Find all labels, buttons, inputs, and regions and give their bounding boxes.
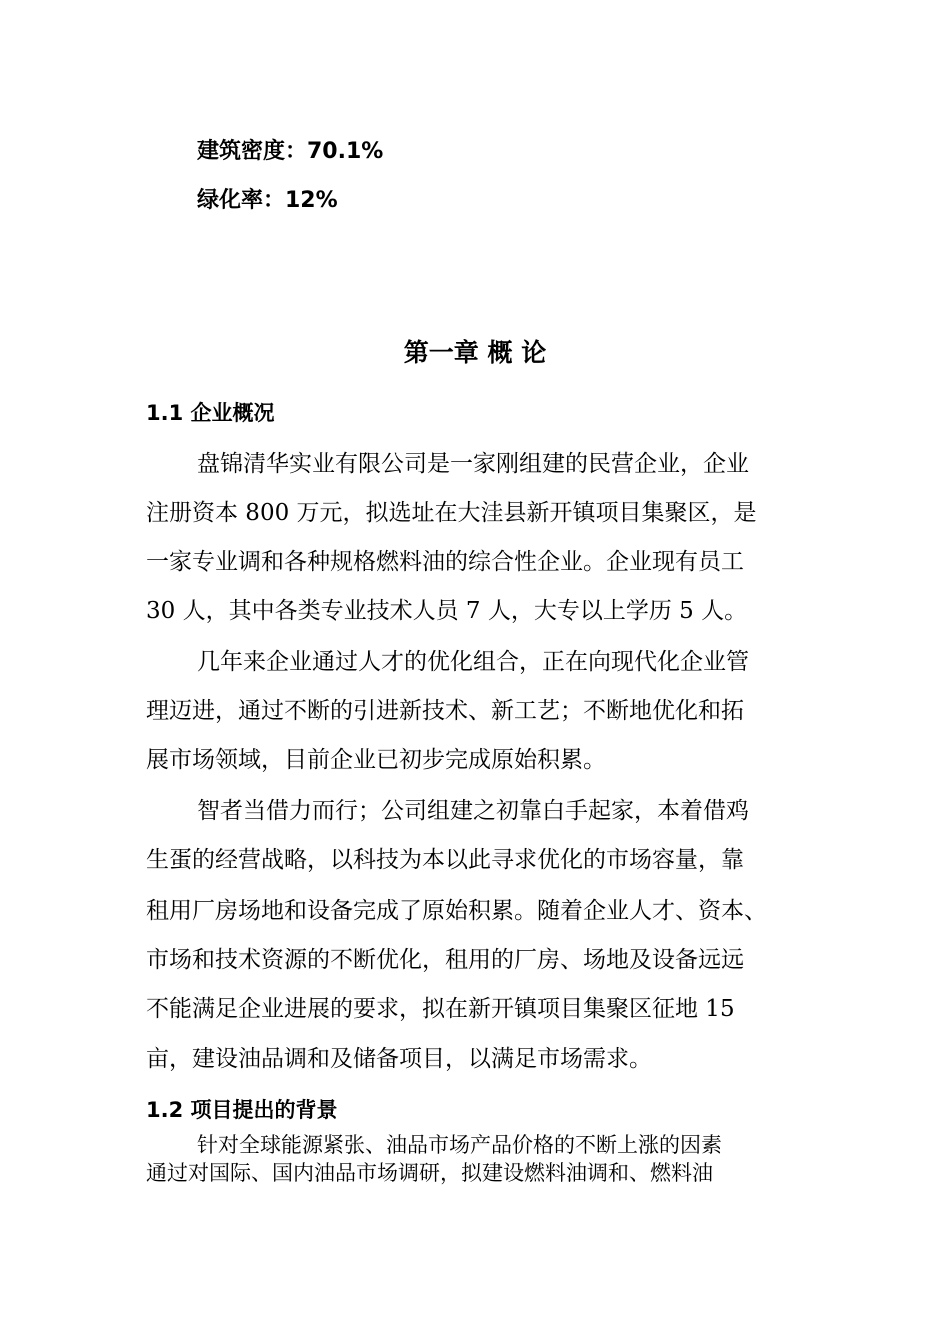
paragraph-line: 30 人，其中各类专业技术人员 7 人，大专以上学历 5 人。 [146,598,748,624]
paragraph-line: 市场和技术资源的不断优化，租用的厂房、场地及设备远远 [146,947,744,973]
paragraph-line: 不能满足企业进展的要求，拟在新开镇项目集聚区征地 15 [146,996,735,1022]
section-heading-1-2: 1.2 项目提出的背景 [146,1098,338,1122]
paragraph-line: 租用厂房场地和设备完成了原始积累。随着企业人才、资本、 [146,898,767,924]
paragraph-line: 理迈进，通过不断的引进新技术、新工艺；不断地优化和拓 [146,698,744,724]
building-density-stat: 建筑密度：70.1% [197,139,384,164]
section-heading-1-1: 1.1 企业概况 [146,401,275,425]
paragraph-line: 盘锦清华实业有限公司是一家刚组建的民营企业，企业 [197,451,749,477]
chapter-title: 第一章 概 论 [403,338,547,367]
paragraph-line: 通过对国际、国内油品市场调研，拟建设燃料油调和、燃料油 [146,1161,713,1185]
paragraph-line: 生蛋的经营战略，以科技为本以此寻求优化的市场容量，靠 [146,847,744,873]
paragraph-line: 展市场领域，目前企业已初步完成原始积累。 [146,747,606,773]
paragraph-line: 一家专业调和各种规格燃料油的综合性企业。企业现有员工 [146,549,744,575]
paragraph-line: 亩，建设油品调和及储备项目，以满足市场需求。 [146,1046,652,1072]
paragraph-line: 几年来企业通过人才的优化组合，正在向现代化企业管 [197,649,749,675]
paragraph-line: 智者当借力而行；公司组建之初靠白手起家，本着借鸡 [197,798,749,824]
paragraph-line: 针对全球能源紧张、油品市场产品价格的不断上涨的因素 [197,1133,722,1157]
greening-rate-stat: 绿化率：12% [197,188,338,213]
paragraph-line: 注册资本 800 万元，拟选址在大洼县新开镇项目集聚区，是 [146,500,757,526]
